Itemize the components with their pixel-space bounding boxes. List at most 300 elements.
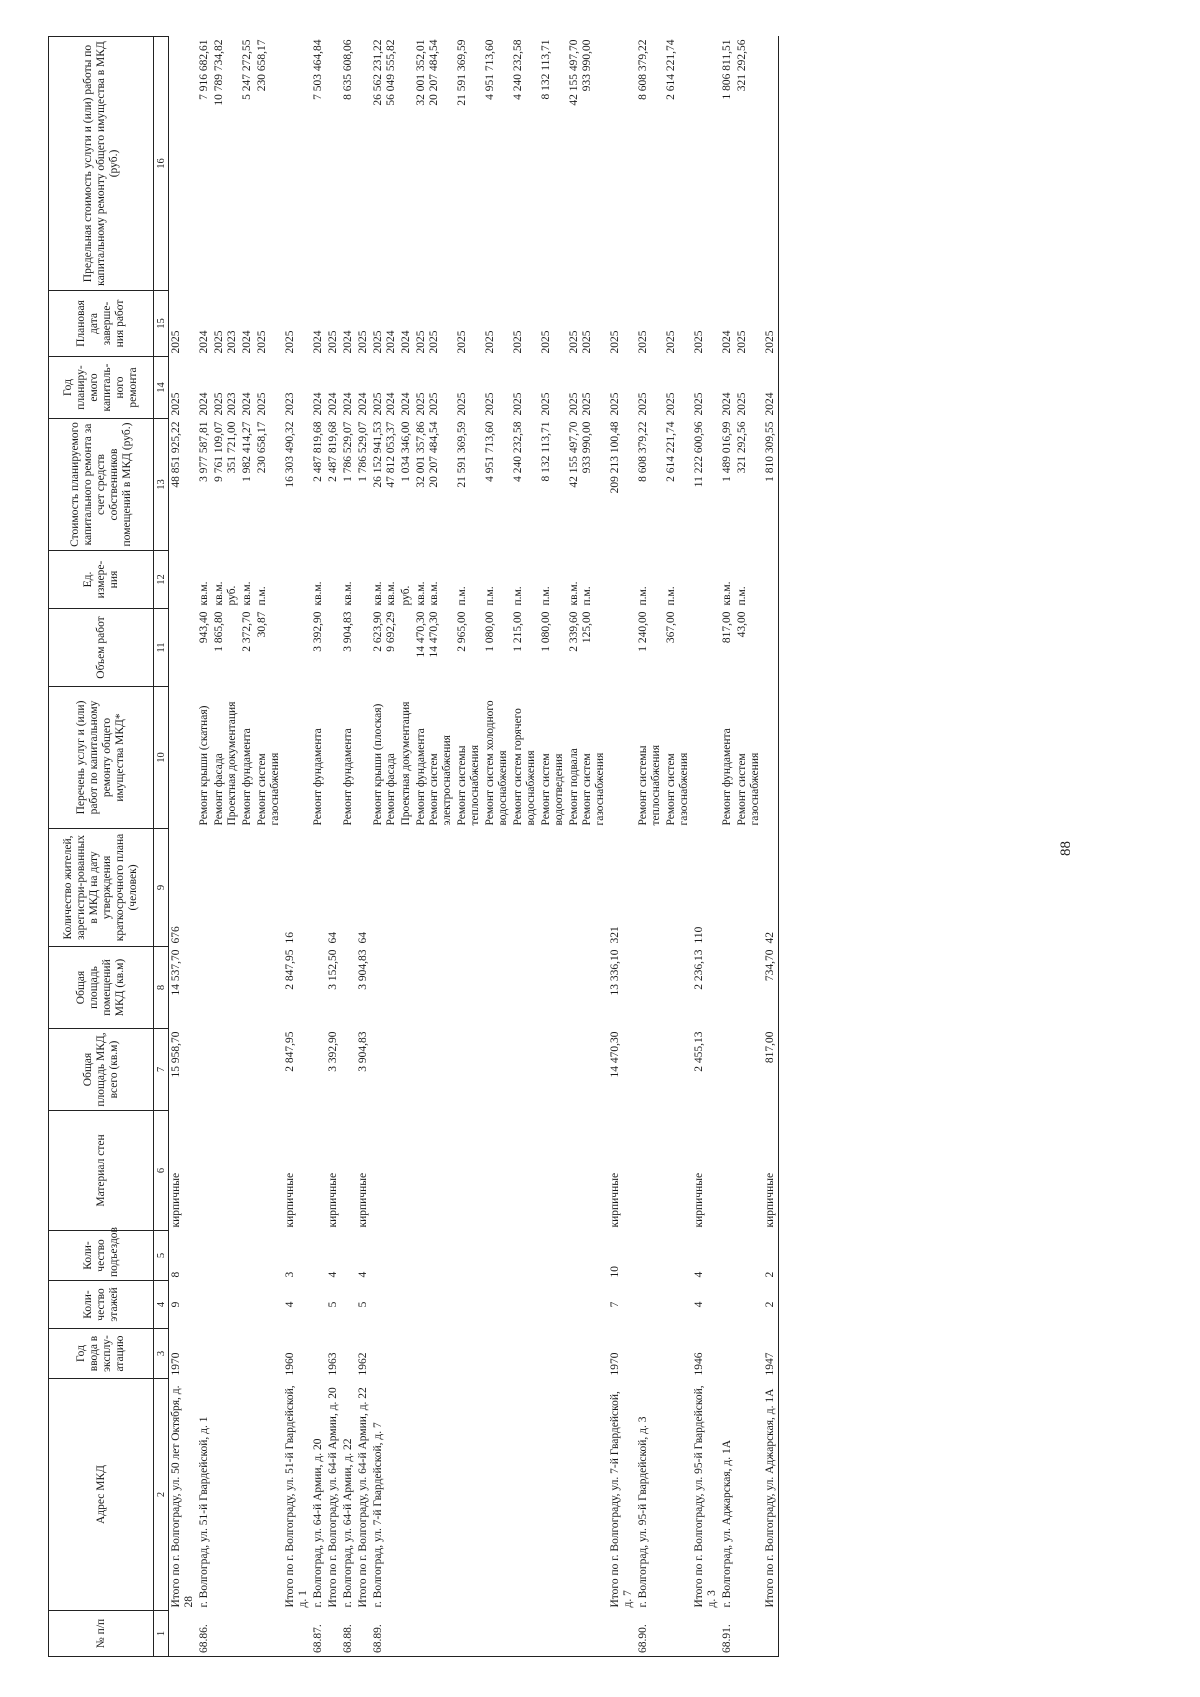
table-cell: 9 <box>170 1301 182 1308</box>
table-cell: 1963 <box>327 1352 339 1376</box>
table-cell: 2025 <box>256 392 268 416</box>
column-number: 7 <box>154 1029 169 1111</box>
table-cell <box>664 1281 692 1329</box>
table-cell: кирпичные <box>284 1172 296 1228</box>
table-cell: п.м. <box>637 586 649 606</box>
table-cell <box>414 1611 455 1657</box>
table-cell: 4 <box>284 1301 296 1308</box>
table-cell <box>341 1281 356 1329</box>
page-number: 88 <box>1058 841 1074 856</box>
table-cell: 68.90. <box>636 1611 664 1657</box>
column-number: 12 <box>154 551 169 609</box>
table-cell: г. Волгоград, ул. 64-й Армии, д. 20 <box>312 1438 324 1608</box>
table-cell: 676 <box>170 926 182 944</box>
table-cell: 2 <box>763 1231 779 1281</box>
table-cell: кв.м. <box>198 581 210 606</box>
header-cell: Плановая дата заверше-ния работ <box>49 291 154 357</box>
table-row <box>414 37 455 1657</box>
table-cell <box>567 1329 608 1379</box>
table-cell: Ремонт крыши (скатная) <box>198 705 210 826</box>
table-cell <box>255 1029 283 1111</box>
table-cell <box>197 1329 212 1379</box>
table-cell: 230 658,17 <box>256 421 268 474</box>
table-cell: 11 222 600,96 <box>693 421 705 488</box>
table-cell: кв.м. кв.м. <box>372 581 397 606</box>
table-cell <box>341 1029 356 1111</box>
table-cell: 321 <box>609 926 621 944</box>
table-cell <box>720 1231 735 1281</box>
table-cell: 64 <box>357 932 369 944</box>
table-cell: Ремонт фасада Проектная документация <box>213 701 238 826</box>
table-cell <box>399 37 414 291</box>
table-cell: 2024 <box>327 392 339 416</box>
table-cell: 42 <box>763 829 779 947</box>
column-number-row <box>154 37 169 1657</box>
table-cell <box>664 947 692 1029</box>
table-cell: 14 537,70 <box>170 949 182 996</box>
table-cell: 2 236,13 <box>693 949 705 990</box>
table-cell <box>212 1329 240 1379</box>
table-cell: п.м. <box>456 586 468 606</box>
table-cell: 8 635 608,06 <box>342 39 354 100</box>
table-row <box>371 37 399 1657</box>
table-cell: 2024 <box>198 330 210 354</box>
table-cell <box>414 829 455 947</box>
table-cell <box>636 947 664 1029</box>
table-cell: 2024 <box>357 392 369 416</box>
table-cell: 1962 <box>357 1352 369 1376</box>
table-cell: Ремонт систем холодного водоснабжения <box>484 700 509 826</box>
table-cell <box>341 1111 356 1231</box>
header-cell: Предельная стоимость услуги и (или) работы по капитальному ремонту общего имущества в МКД (руб.) <box>49 37 154 291</box>
table-cell: 2 623,90 9 692,29 <box>372 611 397 652</box>
table-cell: 3 904,83 <box>342 611 354 652</box>
table-cell: 7 <box>609 1301 621 1308</box>
table-cell: 7 916 682,61 <box>198 39 210 100</box>
table-cell <box>212 947 240 1029</box>
table-cell <box>692 551 720 609</box>
table-cell: 2 339,60 125,00 <box>568 611 593 652</box>
table-cell: кв.м. <box>342 581 354 606</box>
table-cell: Ремонт систем газоснабжения <box>736 752 761 826</box>
table-row <box>326 37 341 1657</box>
table-cell <box>539 1281 567 1329</box>
table-cell <box>197 947 212 1029</box>
table-cell: 2025 <box>736 392 748 416</box>
table-cell <box>283 1611 311 1657</box>
table-cell <box>311 947 326 1029</box>
table-cell: кв.м. кв.м. <box>415 581 440 606</box>
table-cell <box>539 947 567 1029</box>
table-cell <box>483 1029 511 1111</box>
table-cell: 16 <box>284 932 296 944</box>
table-cell: п.м. <box>665 586 677 606</box>
table-cell: 5 247 272,55 <box>241 39 253 100</box>
table-cell <box>283 551 311 609</box>
header-cell: Коли-чество этажей <box>49 1281 154 1329</box>
table-cell <box>399 1281 414 1329</box>
table-cell <box>636 1029 664 1111</box>
column-number: 2 <box>154 1379 169 1611</box>
table-cell: 2025 <box>637 330 649 354</box>
table-cell <box>735 947 763 1029</box>
table-cell: 2024 <box>721 330 733 354</box>
table-cell: 26 562 231,22 56 049 555,82 <box>372 39 397 106</box>
table-cell <box>511 1379 539 1611</box>
table-row <box>692 37 720 1657</box>
table-cell <box>511 1611 539 1657</box>
table-cell: 3 <box>284 1271 296 1278</box>
table-cell: 8 132 113,71 <box>540 421 552 482</box>
header-cell: Материал стен <box>49 1111 154 1231</box>
table-cell <box>455 1231 483 1281</box>
table-cell: 2024 <box>400 392 412 416</box>
table-cell <box>763 551 779 609</box>
table-cell: 30,87 <box>256 611 268 638</box>
table-cell: 2024 <box>721 392 733 416</box>
table-cell: 321 292,56 <box>736 39 748 92</box>
table-cell: 2 847,95 <box>284 949 296 990</box>
table-cell <box>399 609 414 687</box>
table-cell: Ремонт систем газоснабжения <box>665 752 690 826</box>
table-cell <box>567 1029 608 1111</box>
table-body <box>169 37 779 1657</box>
table-cell <box>692 687 720 829</box>
table-cell: 2025 2025 <box>415 330 440 354</box>
table-cell: 2025 <box>763 291 779 357</box>
table-cell: 1947 <box>763 1329 779 1379</box>
table-row <box>197 37 212 1657</box>
table-cell: 8 132 113,71 <box>540 39 552 100</box>
table-cell <box>311 1329 326 1379</box>
table-cell: 734,70 <box>763 947 779 1029</box>
table-cell <box>371 1281 399 1329</box>
table-row <box>356 37 371 1657</box>
table-cell: Ремонт фундамента <box>241 728 253 826</box>
table-cell <box>255 947 283 1029</box>
table-cell: 2024 <box>312 330 324 354</box>
table-cell: 2025 <box>540 330 552 354</box>
table-cell <box>341 829 356 947</box>
table-cell: 2025 <box>665 392 677 416</box>
table-cell: 2024 <box>241 330 253 354</box>
table-cell <box>371 947 399 1029</box>
table-cell: 42 155 497,70 933 990,00 <box>568 39 593 106</box>
table-cell <box>414 1111 455 1231</box>
table-cell: 2024 <box>763 357 779 419</box>
table-cell: 5 <box>327 1301 339 1308</box>
table-cell: 1 034 346,00 <box>400 421 412 482</box>
table-cell: 2025 <box>512 392 524 416</box>
table-cell <box>720 1329 735 1379</box>
table-cell <box>664 1329 692 1379</box>
table-cell: 1 786 529,07 <box>357 421 369 482</box>
table-cell: 2025 <box>170 392 182 416</box>
table-cell <box>511 829 539 947</box>
table-cell: 4 951 713,60 <box>484 421 496 482</box>
column-number: 13 <box>154 419 169 551</box>
table-cell: 21 591 369,59 <box>456 39 468 106</box>
header-cell: Стоимость планируемого капитального ремонта за счет средств собственников помещений в МКД (руб.) <box>49 419 154 551</box>
table-cell <box>735 1231 763 1281</box>
table-cell: кирпичные <box>357 1172 369 1228</box>
table-cell <box>636 1111 664 1231</box>
table-row <box>240 37 255 1657</box>
table-cell: 2025 <box>456 330 468 354</box>
table-cell <box>399 1029 414 1111</box>
table-cell <box>240 1029 255 1111</box>
table-cell <box>240 1611 255 1657</box>
column-number: 1 <box>154 1611 169 1657</box>
table-cell: 43,00 <box>736 611 748 638</box>
table-cell <box>255 1379 283 1611</box>
table-cell <box>414 1029 455 1111</box>
table-cell: 2025 <box>736 330 748 354</box>
table-cell <box>720 1281 735 1329</box>
table-cell <box>311 1231 326 1281</box>
table-cell <box>539 1329 567 1379</box>
table-cell <box>539 1611 567 1657</box>
table-cell <box>735 1329 763 1379</box>
header-cell: Год ввода в эксплу-атацию <box>49 1329 154 1379</box>
table-cell: 2 847,95 <box>284 1031 296 1072</box>
table-cell: 943,40 <box>198 611 210 644</box>
table-row <box>664 37 692 1657</box>
table-cell <box>664 1231 692 1281</box>
table-cell <box>664 1111 692 1231</box>
table-cell <box>371 1329 399 1379</box>
table-cell: 2024 <box>342 330 354 354</box>
table-cell: 8 <box>170 1271 182 1278</box>
table-cell: г. Волгоград, ул. 7-й Гвардейской, д. 7 <box>372 1422 384 1608</box>
table-cell <box>371 1231 399 1281</box>
table-cell: 26 152 941,53 47 812 053,37 <box>372 421 397 488</box>
table-cell <box>636 1329 664 1379</box>
table-cell: кв.м. <box>721 581 733 606</box>
table-cell <box>664 1029 692 1111</box>
table-cell: Ремонт систем водоотведения <box>540 753 565 826</box>
table-cell: 4 <box>357 1271 369 1278</box>
table-cell <box>212 1111 240 1231</box>
column-number: 14 <box>154 357 169 419</box>
table-cell <box>608 1611 636 1657</box>
table-cell <box>356 687 371 829</box>
table-cell <box>326 609 341 687</box>
table-cell: 32 001 357,86 20 207 484,54 <box>415 421 440 488</box>
table-cell <box>311 829 326 947</box>
table-row <box>212 37 240 1657</box>
table-cell <box>763 1611 779 1657</box>
table-cell <box>483 1281 511 1329</box>
table-cell: 1 982 414,27 <box>241 421 253 482</box>
table-cell <box>356 609 371 687</box>
table-cell: Итого по г. Волгограду, ул. 95-й Гвардейской, д. 3 <box>693 1385 718 1608</box>
table-row <box>483 37 511 1657</box>
table-cell: 2 455,13 <box>693 1031 705 1072</box>
table-cell: кирпичные <box>170 1172 182 1228</box>
table-cell: 2025 <box>693 392 705 416</box>
table-cell: 2025 <box>693 330 705 354</box>
table-cell <box>399 1111 414 1231</box>
table-cell <box>255 1231 283 1281</box>
table-cell <box>720 1029 735 1111</box>
table-cell: Итого по г. Волгограду, ул. 64-й Армии, д. 22 <box>357 1387 369 1608</box>
table-cell: 4 240 232,58 <box>512 39 524 100</box>
table-cell <box>399 947 414 1029</box>
table-cell: 3 152,50 <box>327 949 339 990</box>
table-cell: 817,00 <box>763 1029 779 1111</box>
table-cell <box>567 1231 608 1281</box>
table-cell <box>636 1281 664 1329</box>
table-cell <box>169 37 198 291</box>
table-cell <box>664 1611 692 1657</box>
table-cell: 2025 <box>609 330 621 354</box>
table-cell <box>539 1231 567 1281</box>
table-cell <box>483 1231 511 1281</box>
table-cell <box>283 37 311 291</box>
table-cell <box>255 1281 283 1329</box>
column-number: 3 <box>154 1329 169 1379</box>
table-cell: 209 213 100,48 <box>609 421 621 494</box>
table-row <box>636 37 664 1657</box>
header-cell: Ед. измере-ния <box>49 551 154 609</box>
table-cell <box>197 1029 212 1111</box>
table-cell <box>371 1029 399 1111</box>
table-cell <box>735 1379 763 1611</box>
table-cell <box>455 1379 483 1611</box>
table-cell <box>636 829 664 947</box>
table-cell <box>763 37 779 291</box>
table-cell <box>341 947 356 1029</box>
table-cell <box>169 609 198 687</box>
header-cell: Год планиру-емого капиталь-ного ремонта <box>49 357 154 419</box>
table-cell: Проектная документация <box>400 701 412 826</box>
table-cell <box>483 1611 511 1657</box>
table-cell: 68.88. <box>341 1611 356 1657</box>
table-cell: 2025 <box>540 392 552 416</box>
table-cell: 817,00 <box>721 611 733 644</box>
table-cell: 1 080,00 <box>484 611 496 652</box>
table-cell: 321 292,56 <box>736 421 748 474</box>
table-cell: 1970 <box>170 1352 182 1376</box>
table-cell: 13 336,10 <box>609 949 621 996</box>
table-cell <box>483 1379 511 1611</box>
table-cell <box>326 37 341 291</box>
table-cell <box>511 1029 539 1111</box>
table-cell: 68.89. <box>371 1611 399 1657</box>
table-cell: 3 392,90 <box>327 1031 339 1072</box>
table-cell <box>720 947 735 1029</box>
table-cell <box>567 1111 608 1231</box>
table-cell: Итого по г. Волгограду, ул. 51-й Гвардейской, д. 1 <box>284 1385 309 1608</box>
table-cell <box>212 829 240 947</box>
table-cell: 2 <box>763 1281 779 1329</box>
table-cell <box>212 1231 240 1281</box>
table-cell <box>197 1111 212 1231</box>
table-cell <box>636 1231 664 1281</box>
table-cell: 1 080,00 <box>540 611 552 652</box>
column-number: 11 <box>154 609 169 687</box>
table-cell: кв.м. п.м. <box>568 581 593 606</box>
table-cell: 2025 2024 <box>372 330 397 354</box>
table-cell: п.м. <box>484 586 496 606</box>
table-cell: 48 851 925,22 <box>170 421 182 488</box>
table-cell: 2025 <box>665 330 677 354</box>
table-cell: г. Волгоград, ул. 64-й Армии, д. 22 <box>342 1438 354 1608</box>
table-cell <box>341 1329 356 1379</box>
table-cell: 3 904,83 <box>357 1031 369 1072</box>
header-row <box>49 37 154 1657</box>
table-cell: Итого по г. Волгограду, ул. 7-й Гвардейской, д. 7 <box>609 1391 634 1608</box>
table-cell: 2025 <box>484 330 496 354</box>
table-cell <box>371 1111 399 1231</box>
table-cell <box>735 829 763 947</box>
table-cell: 2025 2024 <box>372 392 397 416</box>
table-row <box>511 37 539 1657</box>
table-cell <box>455 829 483 947</box>
table-cell <box>169 551 198 609</box>
table-cell: 1 810 309,55 <box>763 419 779 551</box>
table-cell <box>255 1611 283 1657</box>
table-cell: 42 155 497,70 933 990,00 <box>568 421 593 488</box>
table-cell: 230 658,17 <box>256 39 268 92</box>
column-number: 15 <box>154 291 169 357</box>
table-cell <box>511 1329 539 1379</box>
table-cell <box>414 1379 455 1611</box>
table-cell: Ремонт системы теплоснабжения <box>456 745 481 826</box>
table-cell <box>414 1329 455 1379</box>
table-cell: п.м. <box>512 586 524 606</box>
table-cell: 2 487 819,68 <box>312 421 324 482</box>
table-cell: 4 <box>693 1271 705 1278</box>
table-cell <box>283 609 311 687</box>
table-cell: 1 240,00 <box>637 611 649 652</box>
table-cell: 3 977 587,81 <box>198 421 210 482</box>
table-cell <box>414 1231 455 1281</box>
table-cell <box>483 947 511 1029</box>
table-cell <box>735 1281 763 1329</box>
table-cell <box>455 947 483 1029</box>
table-cell <box>567 829 608 947</box>
table-cell <box>311 1281 326 1329</box>
table-cell: 8 608 379,22 <box>637 39 649 100</box>
table-cell: кв.м. руб. <box>213 581 238 606</box>
table-cell: 110 <box>693 926 705 944</box>
table-row <box>567 37 608 1657</box>
table-row <box>341 37 356 1657</box>
table-cell <box>735 1029 763 1111</box>
table-cell: 64 <box>327 932 339 944</box>
table-cell: 68.86. <box>197 1611 212 1657</box>
table-cell: Ремонт фундамента Ремонт систем электроснабжения <box>415 728 453 826</box>
table-cell: 2024 <box>241 392 253 416</box>
table-cell <box>212 1379 240 1611</box>
table-cell: г. Волгоград, ул. 95-й Гвардейской, д. 3 <box>637 1416 649 1608</box>
table-cell <box>692 37 720 291</box>
table-cell <box>240 1329 255 1379</box>
table-cell <box>483 1111 511 1231</box>
header-cell: Перечень услуг и (или) работ по капитальному ремонту общего имущества МКД* <box>49 687 154 829</box>
table-cell: 2025 <box>484 392 496 416</box>
table-cell <box>341 1231 356 1281</box>
table-cell <box>567 1281 608 1329</box>
table-cell <box>212 1029 240 1111</box>
table-cell: 2024 <box>312 392 324 416</box>
table-cell <box>240 1231 255 1281</box>
table-row <box>399 37 414 1657</box>
table-cell: 2025 2023 <box>213 330 238 354</box>
table-cell: Ремонт фундамента <box>312 728 324 826</box>
